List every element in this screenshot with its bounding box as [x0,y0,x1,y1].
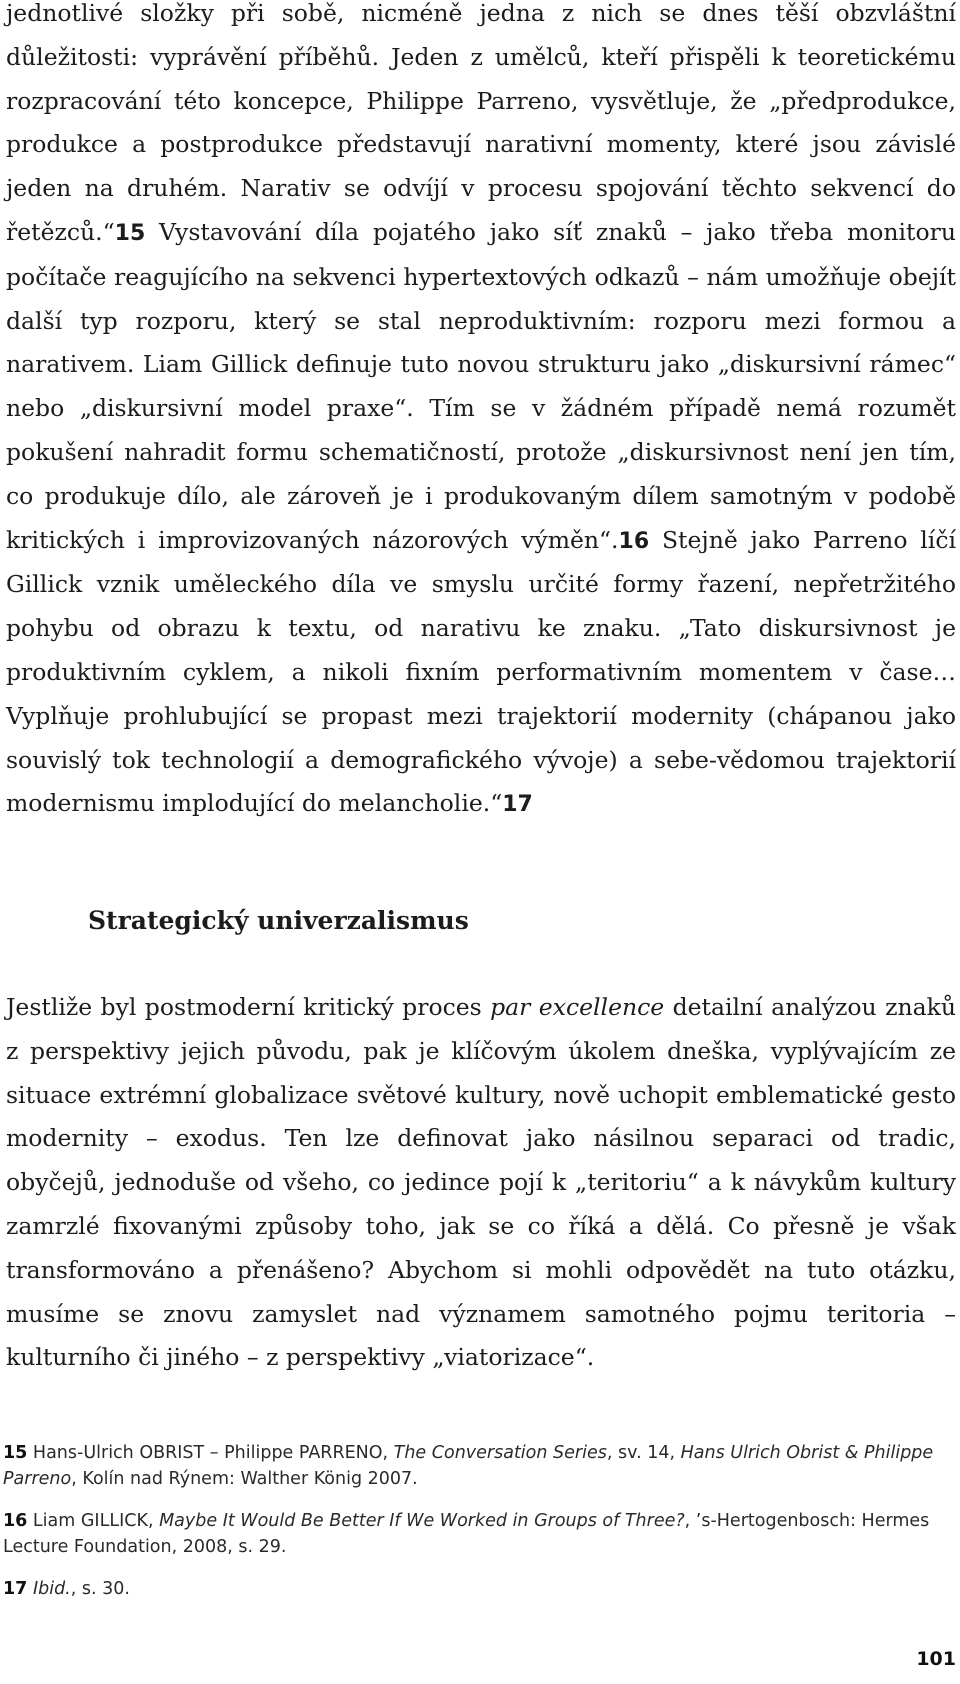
paragraph-text: jednotlivé složky při sobě, nicméně jedna z nich se dnes těší obzvláštní důležitosti: vyprávění příběhů. Jeden z umělců, kteří přispěli k teoretickému rozpracování této koncepce, Philippe Parreno, vysvětluje, že „předprodukce, produkce a postprodukce představují narativní momenty, které jsou závislé jeden na druhém. Narativ se odvíjí v procesu spojování těchto sekvencí do řetězců.“ [6,0,956,246]
footnote-text: Hans-Ulrich OBRIST – Philippe PARRENO, [27,1443,394,1463]
footnote-title: The Conversation Series [393,1443,607,1463]
footnote-17 [3,1576,943,1602]
paragraph-text: Vystavování díla pojatého jako síť znaků – jako třeba monitoru počítače reagujícího na sekvenci hypertextových odkazů – nám umožňuje obejít další typ rozporu, který se stal neproduktivním: rozporu mezi formou a narativem. Liam Gillick definuje tuto novou strukturu jako „diskursivní rámec“ nebo „diskursivní model praxe“. Tím se v žádném případě nemá rozumět pokušení nahradit formu schematičností, protože „diskursivnost není jen tím, co produkuje dílo, ale zároveň je i produkovaným dílem samotným v podobě kritických i improvizovaných názorových výměn“. [6,217,956,554]
footnote-text: , s. 30. [70,1579,130,1599]
footnote-text: Liam GILLICK, [27,1511,160,1531]
footnote-text: , Kolín nad Rýnem: Walther König 2007. [71,1469,418,1489]
footnote-number: 17 [3,1579,28,1599]
footnote-reference-15[interactable]: 15 [114,220,146,246]
paragraph-text: detailní analýzou znaků z perspektivy jejich původu, pak je klíčovým úkolem dneška, vyplývajícím ze situace extrémní globalizace světové kultury, nově uchopit emblematické gesto modernity – exodus. Ten lze definovat jako násilnou separaci od tradic, obyčejů, jednoduše od všeho, co jedince pojí k „teritoriu“ a k návykům kultury zamrzlé fixovanými způsoby toho, jak se co říká a dělá. Co přesně je však transformováno a přenášeno? Abychom si mohli odpovědět na tuto otázku, musíme se znovu zamyslet nad významem samotného pojmu teritoria – kulturního či jiného – z perspektivy „viatorizace“. [6,993,956,1372]
footnote-number: 16 [3,1511,28,1531]
footnote-title: Maybe It Would Be Better If We Worked in Groups of Three? [159,1511,685,1531]
paragraph-text: Stejně jako Parreno líčí Gillick vznik uměleckého díla ve smyslu určité formy řazení, nepřetržitého pohybu od obrazu k textu, od narativu ke znaku. „Tato diskursivnost je produktivním cyklem, a nikoli fixním performativním momentem v čase… Vyplňuje prohlubující se propast mezi trajektorií modernity (chápanou jako souvislý tok technologií a demografického vývoje) a sebe-vědomou trajektorií modernismu implodující do melancholie.“ [6,525,956,818]
body-paragraph [6,0,956,827]
body-paragraph [6,986,956,1380]
footnote-15 [3,1440,943,1492]
footnotes [3,1440,943,1618]
footnote-title: Ibid. [32,1579,71,1599]
section-heading: Strategický univerzalismus [88,906,469,935]
italic-phrase: par excellence [490,993,665,1021]
footnote-16 [3,1508,943,1560]
footnote-reference-17[interactable]: 17 [502,792,533,818]
paragraph-text: Jestliže byl postmoderní kritický proces [6,993,491,1021]
footnote-number: 15 [3,1443,28,1463]
page-number: 101 [916,1648,956,1670]
footnote-reference-16[interactable]: 16 [618,528,650,554]
footnote-text: , sv. 14, [606,1443,681,1463]
footnote-text: , ’s-Hertogenbosch: Hermes Lecture Foundation, 2008, s. 29. [3,1511,930,1557]
footnote-title: Hans Ulrich Obrist & Philippe Parreno [3,1443,934,1489]
